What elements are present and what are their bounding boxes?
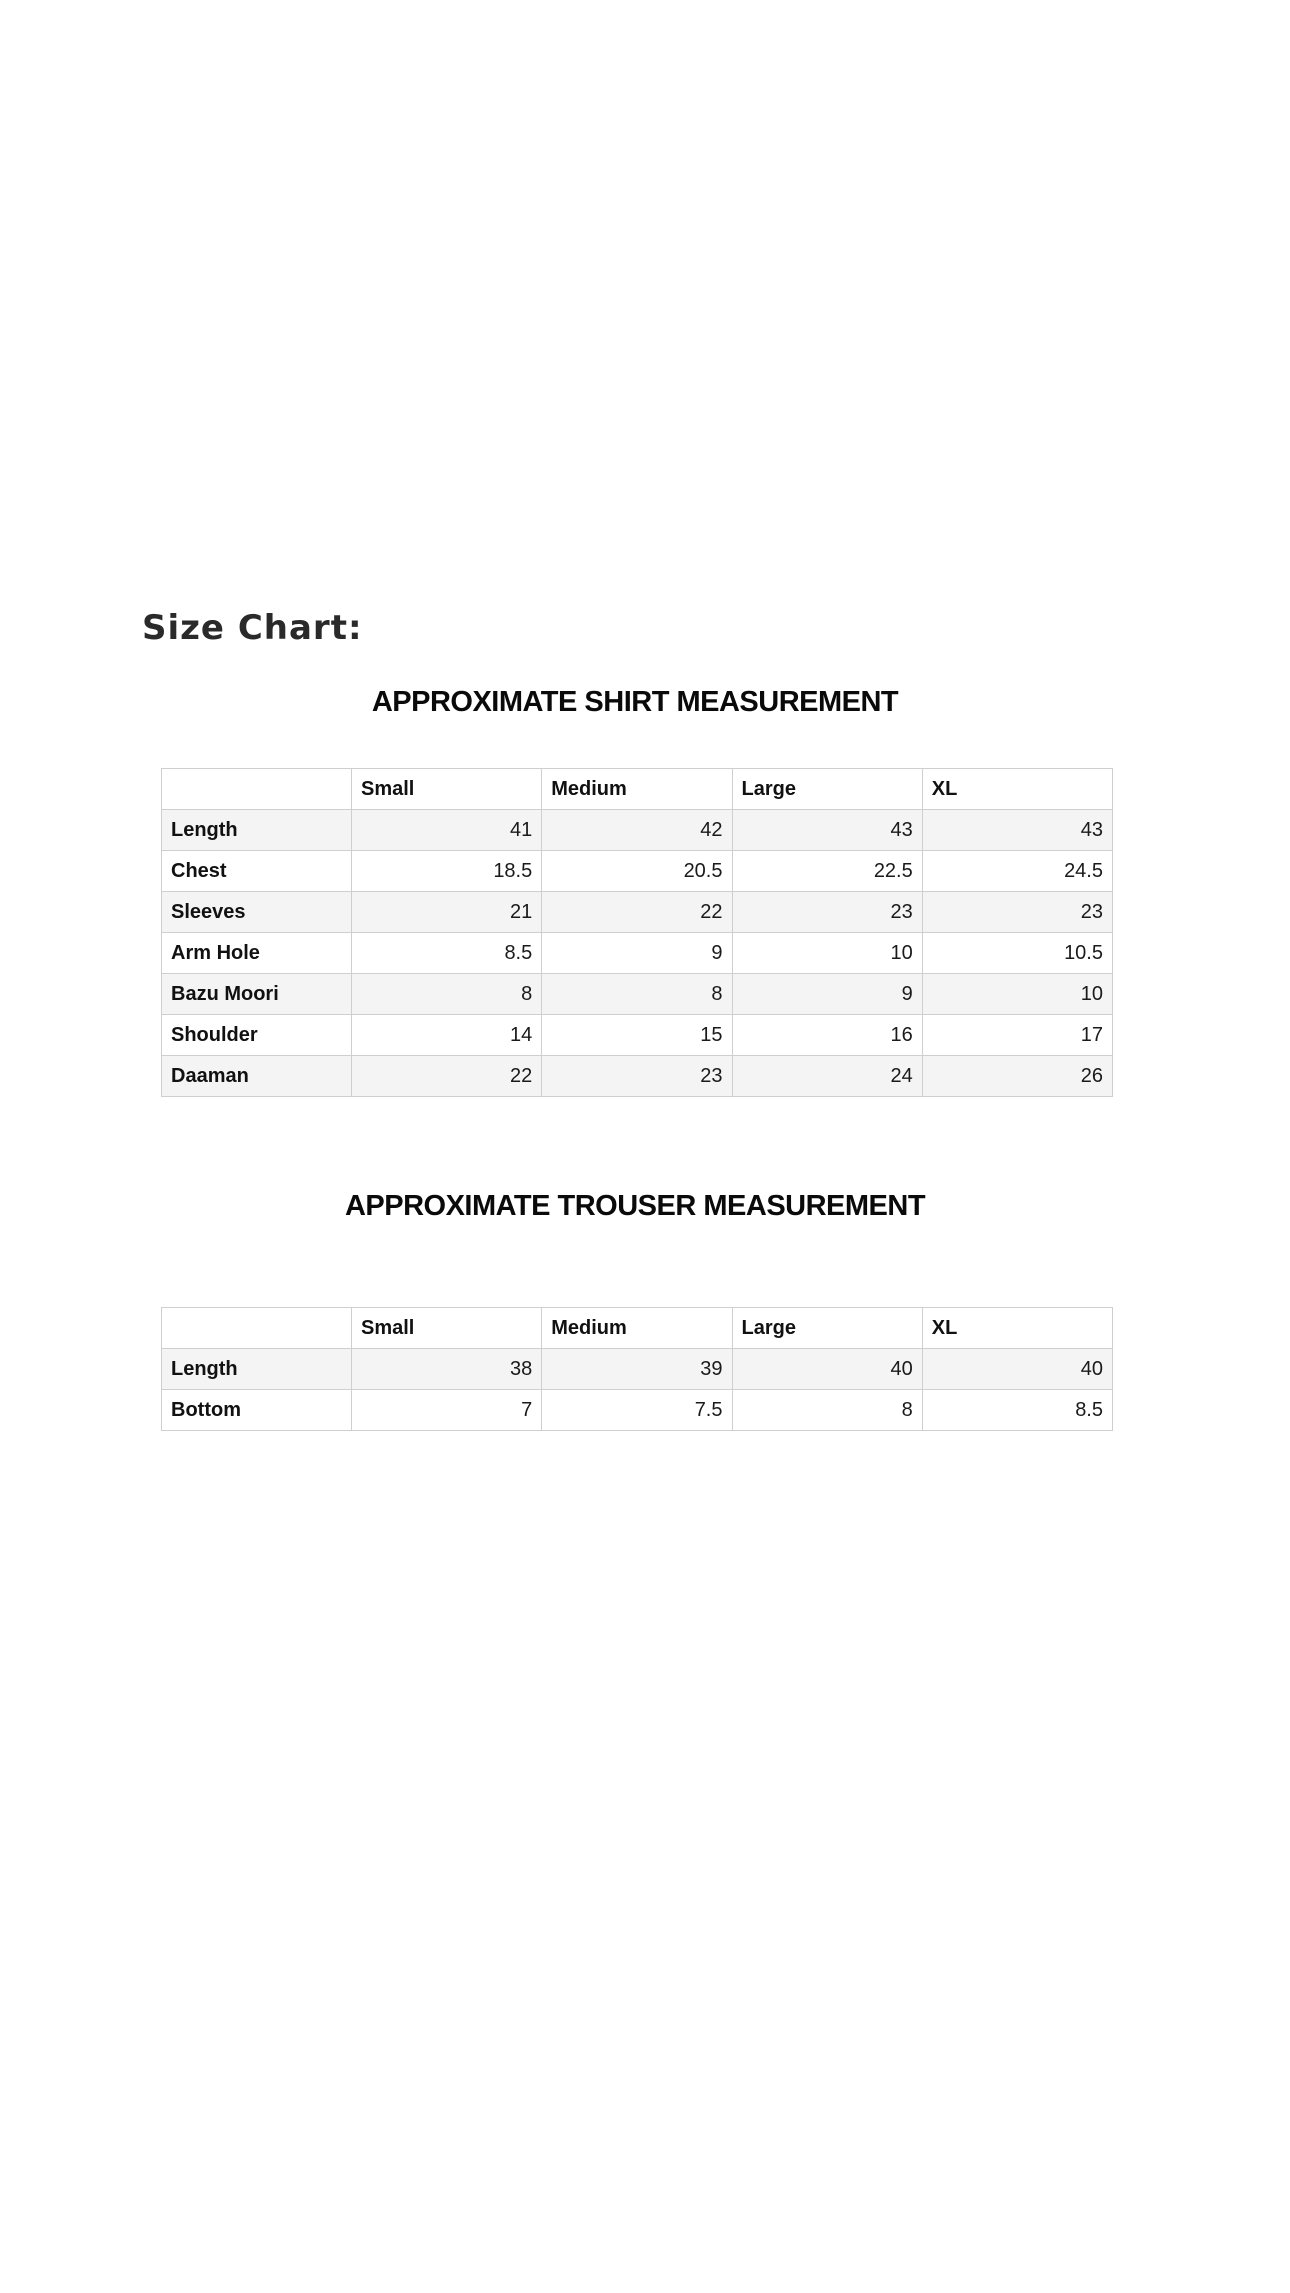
row-label: Bazu Moori [162,974,352,1015]
shirt-measurement-table [161,768,1113,1097]
header-cell-size: Medium [542,1308,732,1349]
row-label: Chest [162,851,352,892]
table-row [162,933,1113,974]
header-cell-size: Large [732,769,922,810]
measurement-cell: 8 [542,974,732,1015]
table-row [162,1390,1113,1431]
measurement-cell: 23 [542,1056,732,1097]
measurement-cell: 26 [922,1056,1112,1097]
measurement-cell: 10 [732,933,922,974]
measurement-cell: 22 [352,1056,542,1097]
measurement-cell: 24 [732,1056,922,1097]
header-cell-corner [162,1308,352,1349]
row-label: Length [162,810,352,851]
measurement-cell: 10.5 [922,933,1112,974]
table-header-row [162,1308,1113,1349]
measurement-cell: 17 [922,1015,1112,1056]
table-header-row [162,769,1113,810]
measurement-cell: 9 [542,933,732,974]
measurement-cell: 40 [922,1349,1112,1390]
size-chart-heading: Size Chart: [142,608,363,648]
measurement-cell: 38 [352,1349,542,1390]
measurement-cell: 9 [732,974,922,1015]
row-label: Length [162,1349,352,1390]
table-row [162,810,1113,851]
header-cell-corner [162,769,352,810]
measurement-cell: 8.5 [922,1390,1112,1431]
measurement-cell: 23 [732,892,922,933]
measurement-cell: 22 [542,892,732,933]
header-cell-size: XL [922,1308,1112,1349]
table-row [162,892,1113,933]
header-cell-size: Medium [542,769,732,810]
shirt-measurement-title: APPROXIMATE SHIRT MEASUREMENT [371,686,899,718]
row-label: Bottom [162,1390,352,1431]
table-row [162,851,1113,892]
measurement-cell: 23 [922,892,1112,933]
measurement-cell: 40 [732,1349,922,1390]
trouser-measurement-table [161,1307,1113,1431]
measurement-cell: 22.5 [732,851,922,892]
measurement-cell: 8 [352,974,542,1015]
header-cell-size: Large [732,1308,922,1349]
measurement-cell: 41 [352,810,542,851]
measurement-cell: 15 [542,1015,732,1056]
measurement-cell: 10 [922,974,1112,1015]
measurement-cell: 24.5 [922,851,1112,892]
table-row [162,974,1113,1015]
measurement-cell: 20.5 [542,851,732,892]
row-label: Shoulder [162,1015,352,1056]
measurement-cell: 43 [732,810,922,851]
measurement-cell: 42 [542,810,732,851]
measurement-cell: 14 [352,1015,542,1056]
measurement-cell: 21 [352,892,542,933]
header-cell-size: Small [352,1308,542,1349]
row-label: Daaman [162,1056,352,1097]
table-row [162,1349,1113,1390]
table-row [162,1056,1113,1097]
measurement-cell: 8.5 [352,933,542,974]
row-label: Sleeves [162,892,352,933]
header-cell-size: XL [922,769,1112,810]
measurement-cell: 16 [732,1015,922,1056]
measurement-cell: 8 [732,1390,922,1431]
header-cell-size: Small [352,769,542,810]
measurement-cell: 43 [922,810,1112,851]
table-row [162,1015,1113,1056]
trouser-measurement-title: APPROXIMATE TROUSER MEASUREMENT [344,1190,926,1222]
measurement-cell: 39 [542,1349,732,1390]
measurement-cell: 7.5 [542,1390,732,1431]
row-label: Arm Hole [162,933,352,974]
measurement-cell: 7 [352,1390,542,1431]
measurement-cell: 18.5 [352,851,542,892]
